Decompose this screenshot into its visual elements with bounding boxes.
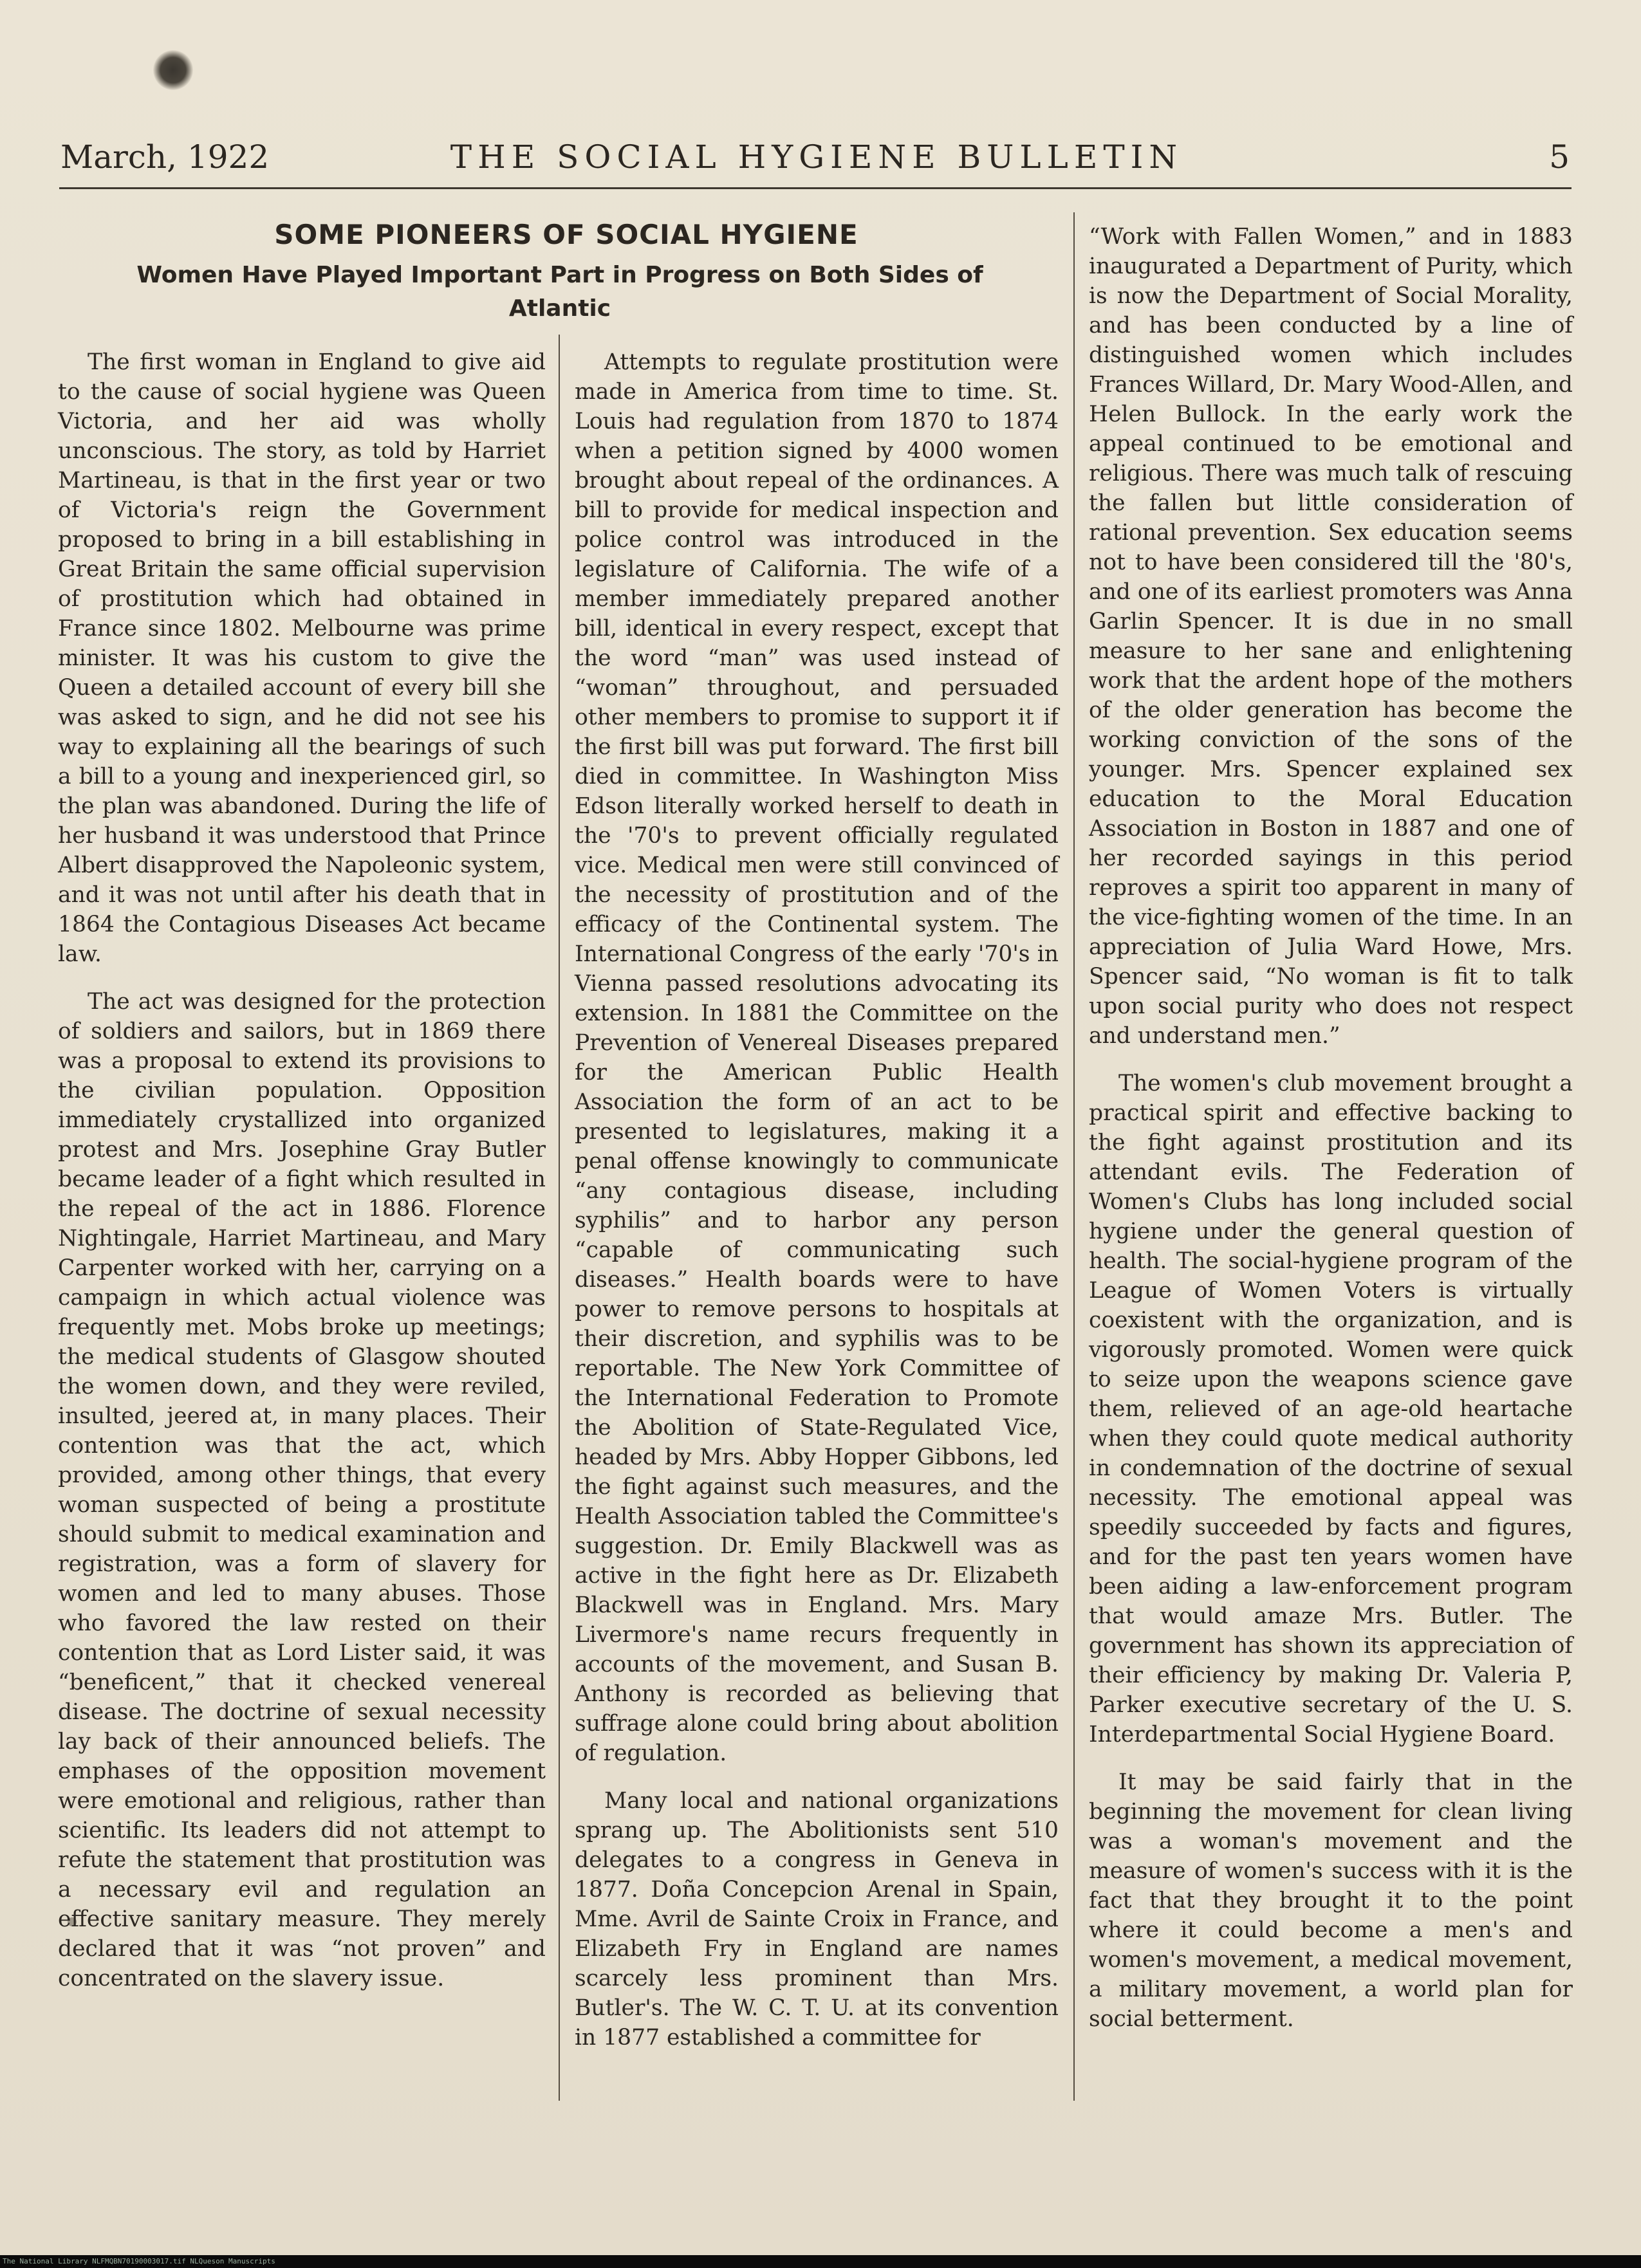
column-1 [58, 347, 546, 2011]
publication-title: THE SOCIAL HYGIENE BULLETIN [450, 138, 1183, 176]
column-3 [1089, 222, 1573, 2052]
issue-date: March, 1922 [60, 138, 270, 176]
paragraph: Attempts to regulate prostitution were made in America from time to time. St. Louis had regulation from 1870 to 1874 when a petition signed by 4000 women brought about repeal of the ordinances. A bill to provide for medical inspection and police control was introduced in the legislature of California. The wife of a member immediately prepared another bill, identical in every respect, except that the word “man” was used instead of “woman” throughout, and persuaded other members to promise to support it if the first bill was put forward. The first bill died in committee. In Washington Miss Edson literally worked herself to death in the '70's to prevent officially regulated vice. Medical men were still convinced of the necessity of prostitution and of the efficacy of the Continental system. The International Congress of the early '70's in Vienna passed resolutions advocating its extension. In 1881 the Committee on the Prevention of Venereal Diseases prepared for the American Public Health Association the form of an act to be presented to legislatures, making it a penal offense knowingly to communicate “any contagious disease, including syphilis” and to harbor any person “capable of communicating such diseases.” Health boards were to have power to remove persons to hospitals at their discretion, and syphilis was to be reportable. The New York Committee of the International Federation to Promote the Abolition of State-Regulated Vice, headed by Mrs. Abby Hopper Gibbons, led the fight against such measures, and the Health Association tabled the Committee's suggestion. Dr. Emily Blackwell was as active in the fight here as Dr. Elizabeth Blackwell was in England. Mrs. Mary Livermore's name recurs frequently in accounts of the movement, and Susan B. Anthony is recorded as believing that suffrage alone could bring about abolition of regulation. [575, 349, 1059, 1766]
page-number: 5 [1549, 138, 1570, 176]
header-rule [59, 187, 1571, 189]
running-header [60, 132, 1573, 190]
column-divider-2 [1073, 212, 1075, 2101]
paragraph: The first woman in England to give aid to the cause of social hygiene was Queen Victoria, and her aid was wholly unconscious. The story, as told by Harriet Martineau, is that in the first year or two of Victoria's reign the Government proposed to bring in a bill establishing in Great Britain the same official supervision of prostitution which had obtained in France since 1802. Melbourne was prime minister. It was his custom to give the Queen a detailed account of every bill she was asked to sign, and he did not see his way to explaining all the bearings of such a bill to a young and inexperienced girl, so the plan was abandoned. During the life of her husband it was understood that Prince Albert disapproved the Napoleonic system, and it was not until after his death that in 1864 the Contagious Diseases Act became law. [58, 349, 546, 967]
column-2 [575, 347, 1059, 2070]
paragraph-continued: “Work with Fallen Women,” and in 1883 inaugurated a Department of Purity, which is now the Department of Social Morality, and has been conducted by a line of distinguished women which includes Frances Willard, Dr. Mary Wood-Allen, and Helen Bullock. In the early work the appeal continued to be emotional and religious. There was much talk of rescuing the fallen but little consideration of rational prevention. Sex education seems not to have been considered till the '80's, and one of its earliest promoters was Anna Garlin Spencer. It is due in no small measure to her sane and enlightening work that the ardent hope of the mothers of the older generation has become the working conviction of the sons of the younger. Mrs. Spencer explained sex education to the Moral Education Association in Boston in 1887 and one of her recorded sayings in this period reproves a spirit too apparent in many of the vice-fighting women of the time. In an appreciation of Julia Ward Howe, Mrs. Spencer said, “No woman is fit to talk upon social purity who does not respect and understand men.” [1089, 224, 1573, 1049]
paragraph: The act was designed for the protection of soldiers and sailors, but in 1869 there was a proposal to extend its provisions to the civilian population. Opposition immediately crystallized into organized protest and Mrs. Josephine Gray Butler became leader of a fight which resulted in the repeal of the act in 1886. Florence Nightingale, Harriet Martineau, and Mary Carpenter worked with her, carrying on a campaign in which actual violence was frequently met. Mobs broke up meetings; the medical students of Glasgow shouted the women down, and they were reviled, insulted, jeered at, in many places. Their contention was that the act, which provided, among other things, that every woman suspected of being a prostitute should submit to medical examination and registration, was a form of slavery for women and led to many abuses. Those who favored the law rested on their contention that as Lord Lister said, it was “beneficent,” that it checked venereal disease. The doctrine of sexual necessity lay back of their announced beliefs. The emphases of the opposition movement were emotional and religious, rather than scientific. Its leaders did not attempt to refute the statement that prostitution was a necessary evil and regulation an effective sanitary measure. They merely declared that it was “not proven” and concentrated on the slavery issue. [58, 989, 546, 1991]
article-title: SOME PIONEERS OF SOCIAL HYGIENE [274, 219, 858, 250]
ink-stain [153, 50, 193, 90]
paragraph: The women's club movement brought a practical spirit and effective backing to the fight against prostitution and its attendant evils. The Federation of Women's Clubs has long included social hygiene under the general question of health. The social-hygiene program of the League of Women Voters is virtually coexistent with the organization, and is vigorously promoted. Women were quick to seize upon the weapons science gave them, relieved of an age-old heartache when they could quote medical authority in condemnation of the doctrine of sexual necessity. The emotional appeal was speedily succeeded by facts and figures, and for the past ten years women have been aiding a law-enforcement program that would amaze Mrs. Butler. The government has shown its appreciation of their efficiency by making Dr. Valeria P, Parker executive secretary of the U. S. Interdepartmental Social Hygiene Board. [1089, 1071, 1573, 1747]
column-divider-1 [559, 335, 560, 2101]
paragraph: It may be said fairly that in the beginning the movement for clean living was a woman's movement and the measure of women's success with it is the fact that they brought it to the point where it could become a men's and women's movement, a medical movement, a military movement, a world plan for social betterment. [1089, 1769, 1573, 2032]
paragraph: Many local and national organizations sprang up. The Abolitionists sent 510 delegates to a congress in Geneva in 1877. Doña Concepcion Arenal in Spain, Mme. Avril de Sainte Croix in France, and Elizabeth Fry in England are names scarcely less prominent than Mrs. Butler's. The W. C. T. U. at its convention in 1877 established a committee for [575, 1788, 1059, 2051]
article-subtitle: Women Have Played Important Part in Progress on Both Sides of Atlantic [136, 262, 983, 322]
scan-footer: The National Library NLFMQBN70190003017.tif NLQueson Manuscripts [0, 2255, 1641, 2268]
